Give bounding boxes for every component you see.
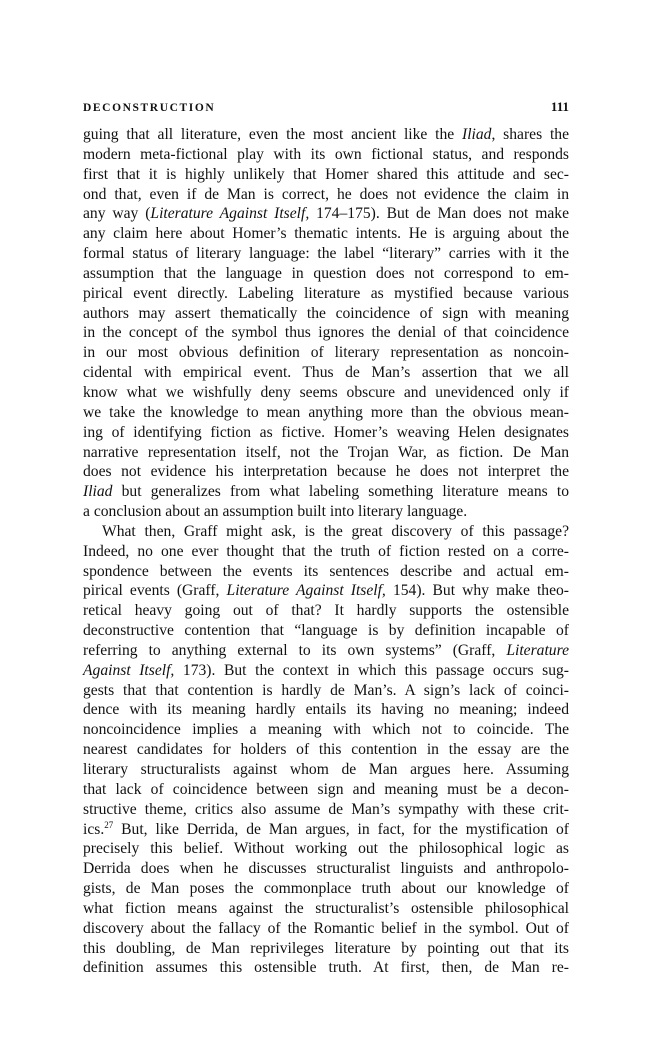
text-line-19: Iliad but generalizes from what labeling something literature means to: [83, 483, 569, 501]
text-line-40: what fiction means against the structuralist’s ostensible philosophical: [83, 899, 569, 917]
text-line-6: any claim here about Homer’s thematic intents. He is arguing about the: [83, 225, 569, 243]
text-line-37: precisely this belief. Without working out the philosophical logic as: [83, 840, 569, 858]
italic-title: Literature: [506, 641, 569, 659]
text-line-29: gests that that contention is hardly de Man’s. A sign’s lack of coinci-: [83, 681, 569, 699]
italic-title: Literature Against Itself,: [226, 582, 386, 600]
footnote-marker: 27: [104, 819, 114, 830]
text-line-4: ond that, even if de Man is correct, he does not evidence the claim in: [83, 185, 569, 203]
text-line-21: What then, Graff might ask, is the great discovery of this passage?: [102, 522, 569, 540]
text-line-7: formal status of literary language: the label “literary” carries with it the: [83, 245, 569, 263]
text-line-17: narrative representation itself, not the Trojan War, as fiction. De Man: [83, 443, 569, 461]
text-line-34: that lack of coincidence between sign and meaning must be a decon-: [83, 780, 569, 798]
text-line-2: modern meta-fictional play with its own fictional status, and responds: [83, 145, 569, 163]
text-line-41: discovery about the fallacy of the Romantic belief in the symbol. Out of: [83, 919, 569, 937]
text-line-27: referring to anything external to its own systems” (Graff, Literature: [83, 641, 569, 659]
text-line-16: ing of identifying fiction as fictive. Homer’s weaving Helen designates: [83, 423, 569, 441]
running-title: DECONSTRUCTION: [83, 102, 216, 114]
text-line-43: definition assumes this ostensible truth. At first, then, de Man re-: [83, 959, 569, 977]
text-line-33: literary structuralists against whom de Man argues here. Assuming: [83, 761, 569, 778]
text-line-32: nearest candidates for holders of this contention in the essay are the: [83, 741, 569, 759]
text-line-31: noncoincidence implies a meaning with which not to coincide. The: [83, 721, 569, 739]
text-line-3: first that it is highly unlikely that Homer shared this attitude and sec-: [83, 165, 569, 183]
text-line-28: Against Itself, 173). But the context in which this passage occurs sug-: [83, 661, 569, 679]
italic-title: Literature Against Itself,: [150, 205, 310, 223]
text-line-22: Indeed, no one ever thought that the truth of fiction rested on a corre-: [83, 542, 569, 560]
italic-title: Iliad: [462, 126, 492, 143]
text-line-5: any way (Literature Against Itself, 174–175). But de Man does not make: [83, 205, 569, 223]
text-line-15: we take the knowledge to mean anything more than the obvious mean-: [83, 403, 569, 421]
text-line-35: structive theme, critics also assume de Man’s sympathy with these crit-: [83, 800, 569, 818]
text-line-9: pirical event directly. Labeling literature as mystified because various: [83, 284, 569, 302]
book-page: [83, 99, 569, 978]
text-line-10: authors may assert thematically the coincidence of sign with meaning: [83, 304, 569, 322]
text-line-24: pirical events (Graff, Literature Against Itself, 154). But why make theo-: [83, 582, 569, 600]
text-line-39: gists, de Man poses the commonplace truth about our knowledge of: [83, 880, 569, 898]
text-line-8: assumption that the language in question does not correspond to em-: [83, 264, 569, 282]
text-line-42: this doubling, de Man reprivileges literature by pointing out that its: [83, 939, 569, 957]
text-line-11: in the concept of the symbol thus ignores the denial of that coincidence: [83, 324, 569, 342]
text-line-18: does not evidence his interpretation because he does not interpret the: [83, 463, 569, 481]
text-line-25: retical heavy going out of that? It hardly supports the ostensible: [83, 602, 569, 620]
body-text: [83, 125, 569, 978]
text-line-36: ics.$^{27}$ But, like Derrida, de Man argues, in fact, for the mystification of: [83, 819, 569, 838]
text-line-20: a conclusion about an assumption built into literary language.: [83, 503, 468, 521]
italic-title: Iliad: [83, 483, 113, 501]
text-line-12: in our most obvious definition of literary representation as noncoin-: [83, 344, 569, 362]
text-line-13: cidental with empirical event. Thus de Man’s assertion that we all: [83, 364, 569, 382]
text-line-26: deconstructive contention that “language is by definition incapable of: [83, 622, 569, 640]
text-line-14: know what we wishfully deny seems obscure and unevidenced only if: [83, 383, 569, 401]
italic-title: Against Itself,: [83, 661, 175, 679]
running-head: [83, 99, 569, 121]
text-line-30: dence with its meaning hardly entails its having no meaning; indeed: [83, 701, 569, 719]
page-number: 111: [550, 99, 569, 114]
text-line-23: spondence between the events its sentences describe and actual em-: [83, 562, 569, 580]
text-line-1: guing that all literature, even the most ancient like the Iliad, shares the: [83, 126, 570, 143]
text-line-38: Derrida does when he discusses structuralist linguists and anthropolo-: [83, 860, 569, 878]
